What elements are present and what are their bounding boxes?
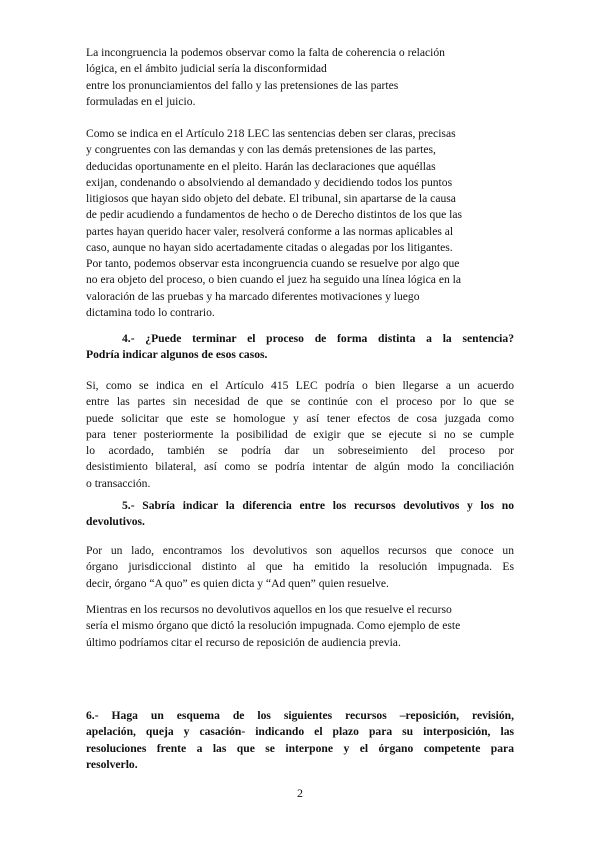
paragraph-articulo-415 — [86, 378, 514, 492]
text-line: entre los pronunciamientos del fallo y las pretensiones de las partes — [86, 78, 399, 92]
question-6-heading — [86, 708, 514, 773]
text-line: Si, como se indica en el Artículo 415 LEC podría o bien llegarse a un acuerdo — [86, 379, 514, 392]
text-line: Por tanto, podemos observar esta incongruencia cuando se resuelve por algo que — [86, 257, 460, 270]
text-line: La incongruencia la podemos observar como la falta de coherencia o relación — [86, 46, 445, 59]
text-line: lo acordado, también se podría dar un sobreseimiento del proceso por — [86, 444, 514, 458]
question-5-heading — [86, 498, 514, 531]
text-line: formuladas en el juicio. — [86, 94, 196, 108]
text-line: caso, aunque no hayan sido acertadamente citadas o alegadas por los litigantes. — [86, 241, 453, 255]
text-line: Por un lado, encontramos los devolutivos son aquellos recursos que conoce un — [86, 544, 514, 557]
text-line: decir, órgano “A quo” es quien dicta y “Ad quen” quien resuelve. — [86, 576, 389, 590]
heading-line: 6.- Haga un esquema de los siguientes recursos –reposición, revisión, — [86, 709, 514, 722]
text-line: órgano jurisdiccional distinto al que ha emitido la resolución impugnada. Es — [86, 560, 514, 574]
page-number: 2 — [297, 786, 303, 800]
text-line: lógica, en el ámbito judicial sería la disconformidad — [86, 62, 327, 76]
heading-line: resolverlo. — [86, 757, 138, 771]
paragraph-por-tanto — [86, 256, 514, 321]
paragraph-incongruencia-definition — [86, 45, 514, 110]
text-line: litigiosos que hayan sido objeto del debate. El tribunal, sin apartarse de la causa — [86, 192, 456, 206]
paragraph-devolutivos — [86, 543, 514, 592]
heading-line: Podría indicar algunos de esos casos. — [86, 348, 268, 362]
text-line: puede solicitar que este se homologue y así tener efectos de cosa juzgada como — [86, 411, 514, 425]
text-line: y congruentes con las demandas y con las demás pretensiones de las partes, — [86, 143, 436, 157]
text-line: Mientras en los recursos no devolutivos aquellos en los que resuelve el recurso — [86, 603, 452, 616]
text-line: partes hayan querido hacer valer, resolverá conforme a las normas aplicables al — [86, 224, 454, 238]
heading-line: 5.- Sabría indicar la diferencia entre los recursos devolutivos y los no — [122, 499, 514, 512]
heading-line: 4.- ¿Puede terminar el proceso de forma distinta a la sentencia? — [122, 332, 514, 345]
text-line: último podríamos citar el recurso de reposición de audiencia previa. — [86, 635, 401, 649]
question-4-heading — [86, 331, 514, 364]
text-line: de pedir acudiendo a fundamentos de hecho o de Derecho distintos de los que las — [86, 208, 463, 222]
heading-line: apelación, queja y casación- indicando el plazo para su interposición, las — [86, 725, 514, 739]
text-line: deducidas oportunamente en el pleito. Harán las declaraciones que aquéllas — [86, 159, 436, 173]
text-line: o transacción. — [86, 476, 151, 490]
text-line: desistimiento bilateral, así como se podría intentar de algún modo la conciliación — [86, 460, 514, 474]
heading-line: resoluciones frente a las que se interpone y el órgano competente para — [86, 741, 514, 755]
paragraph-no-devolutivos — [86, 602, 514, 651]
text-line: Como se indica en el Artículo 218 LEC las sentencias deben ser claras, precisas — [86, 127, 456, 140]
text-line: no era objeto del proceso, o bien cuando el juez ha seguido una línea lógica en la — [86, 273, 462, 287]
paragraph-articulo-218 — [86, 126, 514, 256]
text-line: exijan, condenando o absolviendo al demandado y decidiendo todos los puntos — [86, 175, 453, 189]
heading-line: devolutivos. — [86, 515, 145, 529]
text-line: valoración de las pruebas y ha marcado diferentes motivaciones y luego — [86, 289, 420, 303]
text-line: dictamina todo lo contrario. — [86, 305, 215, 319]
text-line: sería el mismo órgano que dictó la resolución impugnada. Como ejemplo de este — [86, 619, 461, 633]
text-line: para tener posteriormente la posibilidad de exigir que se ejecute si no se cumple — [86, 427, 514, 441]
text-line: entre las partes sin necesidad de que se continúe con el proceso por lo que se — [86, 395, 514, 409]
